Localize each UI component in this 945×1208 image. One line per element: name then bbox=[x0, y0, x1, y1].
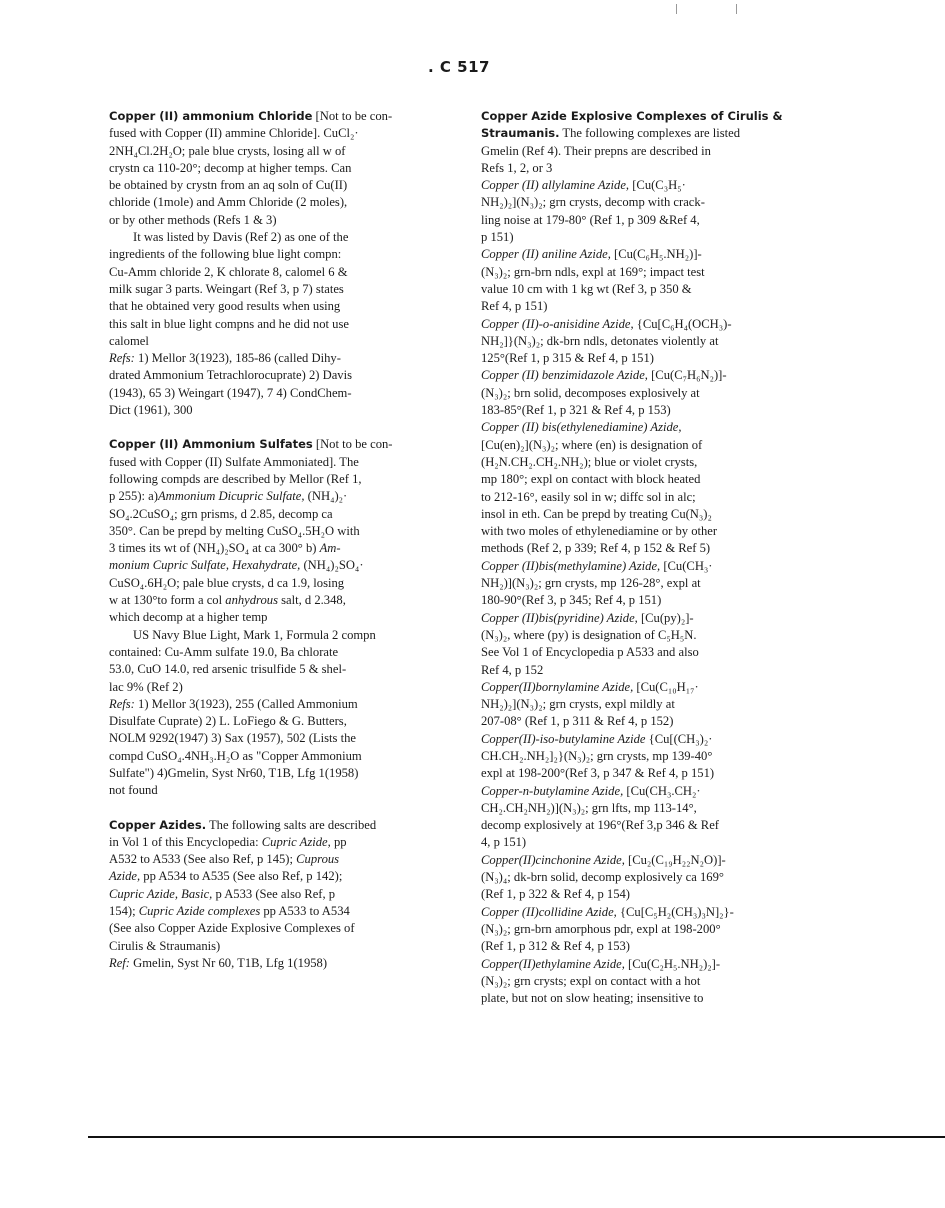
text-segment: drated Ammonium Tetrachlorocuprate) 2) Davis bbox=[109, 368, 352, 383]
text-line bbox=[109, 194, 435, 211]
text-segment: Ref 4, p 151) bbox=[481, 299, 548, 314]
italic-text: Copper (II)bis(pyridine) Azide, bbox=[481, 610, 638, 625]
text-segment: p A533 (See also Ref, p bbox=[212, 886, 336, 901]
text-line bbox=[109, 125, 435, 142]
text-line bbox=[109, 385, 435, 402]
entry-heading: Straumanis. bbox=[481, 126, 560, 141]
text-line bbox=[109, 557, 435, 574]
text-line bbox=[109, 817, 435, 834]
text-line bbox=[481, 316, 811, 333]
text-line bbox=[481, 765, 811, 782]
text-segment: fused with Copper (II) ammine Chloride]. CuCl₂· bbox=[109, 126, 359, 141]
entry-heading: Copper Azides. bbox=[109, 817, 207, 832]
text-line bbox=[481, 367, 811, 384]
text-line bbox=[481, 264, 811, 281]
text-segment: pp A533 to A534 bbox=[260, 904, 350, 919]
left-column bbox=[109, 108, 435, 972]
text-segment: Cirulis & Straumanis) bbox=[109, 938, 221, 953]
text-line bbox=[481, 921, 811, 938]
text-line bbox=[109, 471, 435, 488]
text-line bbox=[109, 713, 435, 730]
text-segment: [Cu(CH₃.CH₂· bbox=[623, 783, 701, 798]
text-line bbox=[481, 990, 811, 1007]
text-segment: p 151) bbox=[481, 230, 514, 245]
text-segment: contained: Cu-Amm sulfate 19.0, Ba chlorate bbox=[109, 644, 339, 659]
text-line bbox=[109, 212, 435, 229]
paragraph-gap bbox=[109, 419, 435, 436]
text-segment: to 212-16°, easily sol in w; diffc sol in alc; bbox=[481, 489, 696, 504]
text-segment: 1) Mellor 3(1923), 255 (Called Ammonium bbox=[134, 696, 358, 711]
text-segment: [Not to be con- bbox=[312, 109, 393, 123]
text-segment: Cu-Amm chloride 2, K chlorate 8, calomel 6 & bbox=[109, 264, 348, 279]
page-number: . C 517 bbox=[428, 58, 490, 76]
text-line bbox=[109, 679, 435, 696]
text-line bbox=[109, 627, 435, 644]
text-segment: Refs 1, 2, or 3 bbox=[481, 160, 553, 175]
text-line bbox=[109, 108, 435, 125]
text-line bbox=[481, 696, 811, 713]
italic-text: Copper(II)cinchonine Azide, bbox=[481, 852, 625, 867]
text-line bbox=[481, 489, 811, 506]
text-segment: which decomp at a higher temp bbox=[109, 610, 268, 625]
text-segment: SO₄.2CuSO₄; grn prisms, d 2.85, decomp ca bbox=[109, 506, 333, 521]
italic-text: Copper (II) benzimidazole Azide, bbox=[481, 368, 648, 383]
text-segment: decomp explosively at 196°(Ref 3,p 346 & Ref bbox=[481, 818, 719, 833]
text-segment: 4, p 151) bbox=[481, 835, 527, 850]
text-line bbox=[109, 298, 435, 315]
italic-text: Refs: bbox=[109, 696, 135, 711]
text-segment: value 10 cm with 1 kg wt (Ref 3, p 350 & bbox=[481, 281, 692, 296]
text-segment: Dict (1961), 300 bbox=[109, 403, 193, 418]
text-line bbox=[481, 125, 811, 142]
text-line bbox=[481, 592, 811, 609]
text-line bbox=[481, 852, 811, 869]
text-line bbox=[481, 869, 811, 886]
text-segment: (N₃)₂; grn-brn amorphous pdr, expl at 198-200° bbox=[481, 921, 721, 936]
italic-text: Copper (II)bis(methylamine) Azide, bbox=[481, 558, 661, 573]
text-segment: ingredients of the following blue light compn: bbox=[109, 247, 342, 262]
text-segment: 350°. Can be prepd by melting CuSO₄.5H₂O with bbox=[109, 523, 360, 538]
text-line bbox=[109, 696, 435, 713]
text-segment: [Cu(C₁₀H₁₇· bbox=[633, 679, 699, 694]
text-segment: be obtained by crystn from an aq soln of Cu(II) bbox=[109, 178, 348, 193]
text-line bbox=[109, 246, 435, 263]
text-segment: 154); bbox=[109, 904, 139, 919]
text-segment: A532 to A533 (See also Ref, p 145); bbox=[109, 852, 297, 867]
text-segment: pp A534 to A535 (See also Ref, p 142); bbox=[140, 869, 343, 884]
text-line bbox=[481, 143, 811, 160]
text-line bbox=[481, 938, 811, 955]
italic-text: Copper (II) bis(ethylenediamine) Azide, bbox=[481, 420, 682, 435]
text-segment: NH₂)₂](N₃)₂; grn crysts, expl mildly at bbox=[481, 697, 675, 712]
italic-text: Refs: bbox=[109, 351, 135, 366]
text-line bbox=[481, 904, 811, 921]
italic-text: Am- bbox=[319, 541, 341, 556]
text-segment: 1) Mellor 3(1923), 185-86 (called Dihy- bbox=[134, 351, 341, 366]
text-line bbox=[481, 679, 811, 696]
scan-tick-mark bbox=[736, 4, 737, 14]
text-line bbox=[481, 419, 811, 436]
text-line bbox=[481, 610, 811, 627]
text-segment: milk sugar 3 parts. Weingart (Ref 3, p 7) states bbox=[109, 281, 344, 296]
text-segment: It was listed by Davis (Ref 2) as one of the bbox=[133, 230, 349, 245]
text-line bbox=[481, 333, 811, 350]
text-line bbox=[481, 454, 811, 471]
italic-text: Copper(II)bornylamine Azide, bbox=[481, 679, 634, 694]
text-line bbox=[481, 627, 811, 644]
text-segment: Sulfate") 4)Gmelin, Syst Nr60, T1B, Lfg 1(1958) bbox=[109, 765, 359, 780]
text-segment: compd CuSO₄.4NH₃.H₂O as "Copper Ammonium bbox=[109, 748, 362, 763]
text-line bbox=[109, 143, 435, 160]
text-line bbox=[481, 748, 811, 765]
text-segment: lac 9% (Ref 2) bbox=[109, 679, 183, 694]
text-line bbox=[481, 385, 811, 402]
text-segment: 180-90°(Ref 3, p 345; Ref 4, p 151) bbox=[481, 593, 662, 608]
text-segment: [Cu(en)₂](N₃)₂; where (en) is designation of bbox=[481, 437, 703, 452]
italic-text: Copper(II)ethylamine Azide, bbox=[481, 956, 625, 971]
text-segment: that he obtained very good results when using bbox=[109, 299, 341, 314]
text-line bbox=[109, 592, 435, 609]
text-segment: [Cu(C₂H₅.NH₂)₂]- bbox=[624, 956, 721, 971]
text-line bbox=[109, 782, 435, 799]
text-segment: expl at 198-200°(Ref 3, p 347 & Ref 4, p 151) bbox=[481, 766, 715, 781]
text-segment: 183-85°(Ref 1, p 321 & Ref 4, p 153) bbox=[481, 403, 671, 418]
text-line bbox=[481, 229, 811, 246]
text-line bbox=[481, 194, 811, 211]
text-segment: [Cu(CH₃· bbox=[660, 558, 713, 573]
text-line bbox=[109, 333, 435, 350]
italic-text: anhydrous bbox=[225, 593, 278, 608]
text-segment: [Cu(C₇H₆N₂)]- bbox=[647, 368, 727, 383]
italic-text: Copper (II)collidine Azide, bbox=[481, 904, 617, 919]
text-line bbox=[109, 523, 435, 540]
text-segment: (Ref 1, p 322 & Ref 4, p 154) bbox=[481, 887, 631, 902]
text-segment: NH₂)₂](N₃)₂; grn crysts, decomp with crack- bbox=[481, 195, 705, 210]
text-line bbox=[109, 609, 435, 626]
text-line bbox=[481, 350, 811, 367]
text-segment: not found bbox=[109, 783, 158, 798]
text-line bbox=[109, 765, 435, 782]
italic-text: Copper (II) aniline Azide, bbox=[481, 247, 611, 262]
text-segment: [Not to be con- bbox=[312, 437, 393, 452]
text-segment: chloride (1mole) and Amm Chloride (2 moles), bbox=[109, 195, 348, 210]
text-line bbox=[109, 886, 435, 903]
text-line bbox=[109, 661, 435, 678]
italic-text: Copper (II) allylamine Azide, bbox=[481, 178, 630, 193]
paragraph-gap bbox=[109, 800, 435, 817]
text-segment: Ref 4, p 152 bbox=[481, 662, 544, 677]
text-segment: calomel bbox=[109, 333, 149, 348]
text-line bbox=[481, 662, 811, 679]
text-segment: ling noise at 179-80° (Ref 1, p 309 &Ref 4, bbox=[481, 212, 700, 227]
text-segment: plate, but not on slow heating; insensitive to bbox=[481, 991, 704, 1006]
text-segment: The following salts are described bbox=[206, 817, 377, 832]
text-segment: crystn ca 110-20°; decomp at higher temps. Can bbox=[109, 160, 352, 175]
text-segment: mp 180°; expl on contact with block heated bbox=[481, 472, 701, 487]
text-line bbox=[109, 229, 435, 246]
text-segment: (NH₄)₂· bbox=[304, 489, 348, 504]
text-line bbox=[481, 800, 811, 817]
text-segment: See Vol 1 of Encyclopedia p A533 and also bbox=[481, 645, 699, 660]
text-line bbox=[109, 903, 435, 920]
text-line bbox=[481, 558, 811, 575]
text-segment: (See also Copper Azide Explosive Complexes of bbox=[109, 921, 355, 936]
text-line bbox=[109, 367, 435, 384]
text-segment: with two moles of ethylenediamine or by other bbox=[481, 524, 718, 539]
text-line bbox=[481, 437, 811, 454]
text-segment: this salt in blue light compns and he did not use bbox=[109, 316, 349, 331]
right-column bbox=[481, 108, 811, 1007]
text-segment: NH₂)](N₃)₂; grn crysts, mp 126-28°, expl at bbox=[481, 576, 701, 591]
text-line bbox=[109, 402, 435, 419]
text-line bbox=[481, 956, 811, 973]
text-segment: (1943), 65 3) Weingart (1947), 7 4) CondChem- bbox=[109, 385, 352, 400]
text-segment: CH₂.CH₂NH₂)](N₃)₂; grn lfts, mp 113-14°, bbox=[481, 800, 697, 815]
text-line bbox=[481, 834, 811, 851]
text-segment: (N₃)₄; dk-brn solid, decomp explosively ca 169° bbox=[481, 870, 724, 885]
text-line bbox=[481, 506, 811, 523]
text-segment: 53.0, CuO 14.0, red arsenic trisulfide 5 & shel- bbox=[109, 662, 347, 677]
italic-text: Cupric Azide, Basic, bbox=[109, 886, 213, 901]
text-segment: w at 130°to form a col bbox=[109, 593, 226, 608]
italic-text: Cupric Azide, bbox=[261, 834, 331, 849]
text-segment: p 255): a) bbox=[109, 489, 158, 504]
text-line bbox=[109, 575, 435, 592]
text-line bbox=[481, 212, 811, 229]
text-line bbox=[481, 160, 811, 177]
text-segment: in Vol 1 of this Encyclopedia: bbox=[109, 834, 262, 849]
text-segment: or by other methods (Refs 1 & 3) bbox=[109, 212, 277, 227]
italic-text: Cuprous bbox=[296, 852, 340, 867]
text-line bbox=[109, 350, 435, 367]
text-line bbox=[481, 731, 811, 748]
text-line bbox=[109, 868, 435, 885]
text-segment: {Cu[C₅H₂(CH₃)₃N]₂}- bbox=[616, 904, 734, 919]
text-line bbox=[109, 730, 435, 747]
text-line bbox=[481, 644, 811, 661]
text-line bbox=[481, 471, 811, 488]
text-line bbox=[481, 246, 811, 263]
text-line bbox=[481, 281, 811, 298]
text-segment: 207-08° (Ref 1, p 311 & Ref 4, p 152) bbox=[481, 714, 674, 729]
text-segment: Gmelin (Ref 4). Their prepns are described in bbox=[481, 143, 711, 158]
text-line bbox=[109, 177, 435, 194]
text-segment: [Cu(C₆H₅.NH₂)]- bbox=[610, 247, 702, 262]
italic-text: Ref: bbox=[109, 955, 130, 970]
entry-heading: Copper Azide Explosive Complexes of Cirulis & bbox=[481, 109, 783, 123]
text-line bbox=[109, 264, 435, 281]
text-segment: 125°(Ref 1, p 315 & Ref 4, p 151) bbox=[481, 351, 654, 366]
text-line bbox=[481, 886, 811, 903]
italic-text: Copper-n-butylamine Azide, bbox=[481, 783, 624, 798]
text-line bbox=[481, 402, 811, 419]
text-segment: methods (Ref 2, p 339; Ref 4, p 152 & Ref 5) bbox=[481, 541, 711, 556]
text-segment: (N₃)₂; grn crysts; expl on contact with a hot bbox=[481, 973, 701, 988]
text-segment: insol in eth. Can be prepd by treating Cu(N₃)₂ bbox=[481, 506, 712, 521]
text-segment: (NH₄)₂SO₄· bbox=[300, 558, 364, 573]
text-line bbox=[481, 298, 811, 315]
text-line bbox=[109, 955, 435, 972]
text-line bbox=[109, 748, 435, 765]
text-line bbox=[109, 506, 435, 523]
text-line bbox=[481, 523, 811, 540]
text-segment: Gmelin, Syst Nr 60, T1B, Lfg 1(1958) bbox=[129, 955, 328, 970]
bottom-rule bbox=[88, 1136, 945, 1138]
text-line bbox=[109, 488, 435, 505]
text-segment: (N₃)₂, where (py) is designation of C₅H₅N. bbox=[481, 627, 697, 642]
text-segment: {Cu[C₆H₄(OCH₃)- bbox=[633, 316, 732, 331]
text-segment: [Cu(C₃H₅· bbox=[629, 178, 686, 193]
text-segment: CH.CH₂.NH₂]₂}(N₃)₂; grn crysts, mp 139-40° bbox=[481, 748, 713, 763]
text-line bbox=[109, 851, 435, 868]
entry-heading: Copper (II) ammonium Chloride bbox=[109, 109, 313, 123]
text-line bbox=[109, 436, 435, 453]
text-line bbox=[481, 783, 811, 800]
text-segment: 3 times its wt of (NH₄)₂SO₄ at ca 300° b) bbox=[109, 541, 320, 556]
text-line bbox=[481, 817, 811, 834]
scan-tick-mark bbox=[676, 4, 677, 14]
text-line bbox=[481, 108, 811, 125]
text-line bbox=[481, 973, 811, 990]
italic-text: monium Cupric Sulfate, Hexahydrate, bbox=[109, 558, 301, 573]
text-segment: [Cu₂(C₁₉H₂₂N₂O)]- bbox=[624, 852, 726, 867]
text-segment: NH₂]}(N₃)₂; dk-brn ndls, detonates violently at bbox=[481, 333, 719, 348]
text-line bbox=[481, 575, 811, 592]
text-segment: CuSO₄.6H₂O; pale blue crysts, d ca 1.9, losing bbox=[109, 575, 345, 590]
text-segment: fused with Copper (II) Sulfate Ammoniated]. The bbox=[109, 454, 359, 469]
text-segment: US Navy Blue Light, Mark 1, Formula 2 compn bbox=[133, 627, 376, 642]
text-line bbox=[109, 540, 435, 557]
text-segment: The following complexes are listed bbox=[559, 126, 741, 141]
text-line bbox=[109, 160, 435, 177]
text-line bbox=[109, 644, 435, 661]
text-segment: (Ref 1, p 312 & Ref 4, p 153) bbox=[481, 939, 631, 954]
text-segment: (H₂N.CH₂.CH₂.NH₂); blue or violet crysts, bbox=[481, 454, 698, 469]
text-segment: 2NH₄Cl.2H₂O; pale blue crysts, losing all w of bbox=[109, 143, 346, 158]
text-line bbox=[109, 454, 435, 471]
text-line bbox=[481, 713, 811, 730]
text-segment: Disulfate Cuprate) 2) L. LoFiego & G. Butters, bbox=[109, 714, 347, 729]
italic-text: Ammonium Dicupric Sulfate, bbox=[157, 489, 305, 504]
text-segment: (N₃)₂; brn solid, decomposes explosively at bbox=[481, 385, 700, 400]
italic-text: Copper (II)-o-anisidine Azide, bbox=[481, 316, 634, 331]
text-line bbox=[109, 316, 435, 333]
text-line bbox=[481, 177, 811, 194]
text-segment: salt, d 2.348, bbox=[277, 593, 346, 608]
text-segment: (N₃)₂; grn-brn ndls, expl at 169°; impact test bbox=[481, 264, 705, 279]
text-segment: NOLM 9292(1947) 3) Sax (1957), 502 (Lists the bbox=[109, 731, 356, 746]
text-line bbox=[109, 834, 435, 851]
italic-text: Azide, bbox=[109, 869, 141, 884]
text-line bbox=[109, 281, 435, 298]
text-segment: following compds are described by Mellor (Ref 1, bbox=[109, 471, 362, 486]
text-line bbox=[481, 540, 811, 557]
text-segment: {Cu[(CH₃)₂· bbox=[645, 731, 713, 746]
italic-text: Cupric Azide complexes bbox=[138, 904, 261, 919]
italic-text: Copper(II)-iso-butylamine Azide bbox=[481, 731, 646, 746]
text-line bbox=[109, 938, 435, 955]
text-segment: pp bbox=[330, 834, 347, 849]
text-line bbox=[109, 920, 435, 937]
entry-heading: Copper (II) Ammonium Sulfates bbox=[109, 437, 313, 452]
text-segment: [Cu(py)₂]- bbox=[637, 610, 694, 625]
